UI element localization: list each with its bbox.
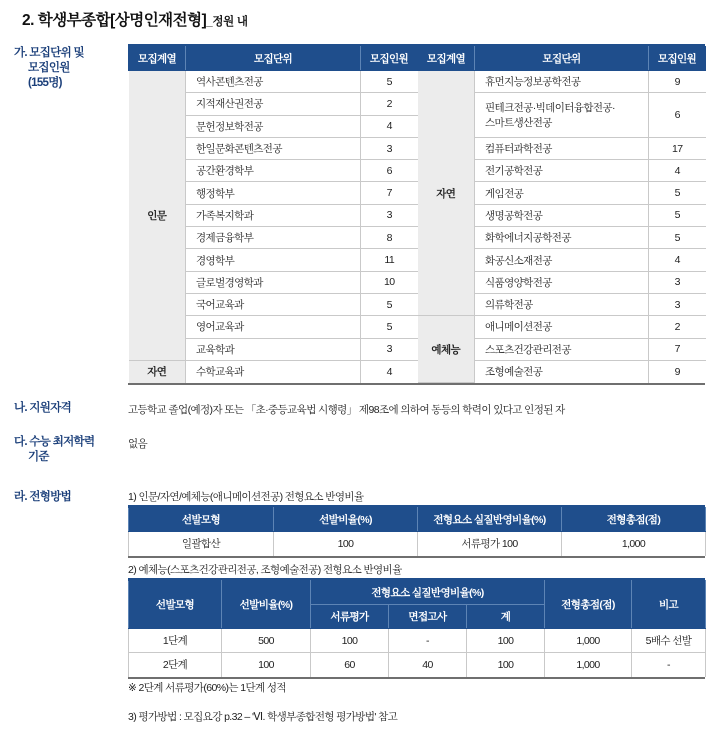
section-label-c [14,435,126,465]
cell-unit: 컴퓨터과학전공 [475,137,649,159]
col-header-model: 선발모형 [129,508,274,532]
cell-count: 7 [649,338,706,360]
cell-count: 5 [361,71,418,93]
cell-unit: 스포츠건강관리전공 [475,338,649,360]
cell-unit: 게임전공 [475,182,649,204]
col-header-unit: 모집단위 [186,47,361,71]
evaluation-method-note: 3) 평가방법 : 모집요강 p.32 – 'Ⅵ. 학생부종합전형 평가방법' 참고 [128,711,398,723]
section-label-b-text: 나. 지원자격 [14,402,72,414]
method2-table [128,578,705,679]
col-header-real-ratio-group: 전형요소 실질반영비율(%) [311,581,545,605]
cell-count: 5 [649,204,706,226]
cell-count: 9 [649,360,706,382]
table-row [129,629,706,653]
cell-unit: 경제금융학부 [186,227,361,249]
method2-caption: 2) 예체능(스포츠건강관리전공, 조형예술전공) 전형요소 반영비율 [128,564,402,576]
method1-table [128,505,705,558]
cell-count: 7 [361,182,418,204]
cell-total-score: 1,000 [545,629,632,653]
cell-count: 3 [361,204,418,226]
cell-unit: 가족복지학과 [186,204,361,226]
method2-grid [128,580,706,677]
cell-interview: - [389,629,467,653]
section-label-b [14,401,126,416]
cell-count: 8 [361,227,418,249]
cell-count: 10 [361,271,418,293]
section-label-a-line1: 가. 모집단위 및 [14,47,84,59]
cell-count: 4 [361,360,418,382]
section-label-a-line3: (155명) [28,77,62,89]
cell-unit: 수학교육과 [186,360,361,382]
cell-count: 4 [361,115,418,137]
cell-unit: 화학에너지공학전공 [475,227,649,249]
col-header-total-score: 전형총점(점) [545,581,632,629]
cell-unit: 조형예술전공 [475,360,649,382]
cell-unit: 핀테크전공·빅데이터융합전공· 스마트생산전공 [475,93,649,138]
cell-count: 5 [649,182,706,204]
cell-count: 4 [649,249,706,271]
cell-count: 2 [361,93,418,115]
cell-unit: 영어교육과 [186,316,361,338]
cell-select-ratio: 100 [222,653,311,677]
cell-total-score: 1,000 [545,653,632,677]
cell-real-ratio: 서류평가 100 [418,532,562,556]
col-header-series: 모집계열 [129,47,186,71]
table-header-row [418,47,706,71]
cell-unit: 애니메이션전공 [475,316,649,338]
method1-grid [128,507,706,556]
section-label-c-line2: 기준 [28,451,49,463]
cell-unit: 국어교육과 [186,293,361,315]
col-header-series: 모집계열 [418,47,475,71]
cell-count: 11 [361,249,418,271]
page-title [22,8,248,30]
cell-count: 3 [649,271,706,293]
cell-count: 2 [649,316,706,338]
cell-count: 4 [649,160,706,182]
cell-document-eval: 100 [311,629,389,653]
recruit-table-right-grid [417,46,706,383]
cell-unit: 휴먼지능정보공학전공 [475,71,649,93]
table-header-row [129,47,418,71]
cell-count: 17 [649,137,706,159]
cell-series: 자연 [129,360,186,382]
cell-unit: 식품영양학전공 [475,271,649,293]
method1-caption: 1) 인문/자연/예체능(애니메이션전공) 전형요소 반영비율 [128,491,364,503]
cell-total-score: 1,000 [562,532,706,556]
cell-model: 2단계 [129,653,222,677]
cell-count: 3 [361,137,418,159]
col-header-count: 모집인원 [361,47,418,71]
cell-model: 일괄합산 [129,532,274,556]
cell-subtotal: 100 [467,653,545,677]
table-row [129,71,418,93]
col-header-select-ratio: 선발비율(%) [222,581,311,629]
cell-unit: 역사콘텐츠전공 [186,71,361,93]
col-header-document-eval: 서류평가 [311,605,389,629]
recruit-table-left [128,44,417,385]
recruit-table-right [417,44,705,385]
cell-remark: - [632,653,706,677]
cell-series: 인문 [129,71,186,361]
eligibility-text: 고등학교 졸업(예정)자 또는 「초·중등교육법 시행령」 제98조에 의하여 동등의 학력이 있다고 인정된 자 [128,404,565,416]
cell-document-eval: 60 [311,653,389,677]
csat-minimum-text: 없음 [128,438,148,450]
cell-select-ratio: 500 [222,629,311,653]
cell-unit: 행정학부 [186,182,361,204]
page-title-suffix: _정원 내 [206,16,248,28]
cell-count: 9 [649,71,706,93]
cell-count: 6 [649,93,706,138]
col-header-remark: 비고 [632,581,706,629]
cell-count: 6 [361,160,418,182]
table-row [129,360,418,382]
cell-remark: 5배수 선발 [632,629,706,653]
cell-model: 1단계 [129,629,222,653]
cell-unit: 화공신소재전공 [475,249,649,271]
cell-count: 3 [649,293,706,315]
col-header-count: 모집인원 [649,47,706,71]
cell-unit: 공간환경학부 [186,160,361,182]
method2-note: ※ 2단계 서류평가(60%)는 1단계 성적 [128,682,286,694]
cell-count: 5 [361,316,418,338]
table-header-row-top [129,581,706,605]
table-header-row [129,508,706,532]
col-header-select-ratio: 선발비율(%) [274,508,418,532]
page-title-main: 2. 학생부종합[상명인재전형] [22,12,207,29]
cell-count: 5 [361,293,418,315]
cell-count: 3 [361,338,418,360]
cell-unit: 경영학부 [186,249,361,271]
col-header-total-score: 전형총점(점) [562,508,706,532]
cell-count: 5 [649,227,706,249]
cell-interview: 40 [389,653,467,677]
cell-unit: 의류학전공 [475,293,649,315]
col-header-interview: 면접고사 [389,605,467,629]
section-label-a [14,46,126,91]
cell-series: 예체능 [418,316,475,383]
section-label-a-line2: 모집인원 [28,62,70,74]
cell-select-ratio: 100 [274,532,418,556]
table-row [418,71,706,93]
section-label-d-text: 라. 전형방법 [14,491,72,503]
col-header-real-ratio: 전형요소 실질반영비율(%) [418,508,562,532]
section-label-d [14,490,126,505]
section-label-c-line1: 다. 수능 최저학력 [14,436,95,448]
col-header-subtotal: 계 [467,605,545,629]
recruit-table-left-grid [128,46,418,383]
table-row [129,532,706,556]
col-header-model: 선발모형 [129,581,222,629]
cell-unit: 글로벌경영학과 [186,271,361,293]
cell-unit: 문헌정보학전공 [186,115,361,137]
cell-unit: 생명공학전공 [475,204,649,226]
cell-series: 자연 [418,71,475,316]
cell-subtotal: 100 [467,629,545,653]
col-header-unit: 모집단위 [475,47,649,71]
cell-unit: 전기공학전공 [475,160,649,182]
cell-unit: 지적재산권전공 [186,93,361,115]
cell-unit: 교육학과 [186,338,361,360]
cell-unit: 한일문화콘텐츠전공 [186,137,361,159]
table-row [418,316,706,338]
table-row [129,653,706,677]
